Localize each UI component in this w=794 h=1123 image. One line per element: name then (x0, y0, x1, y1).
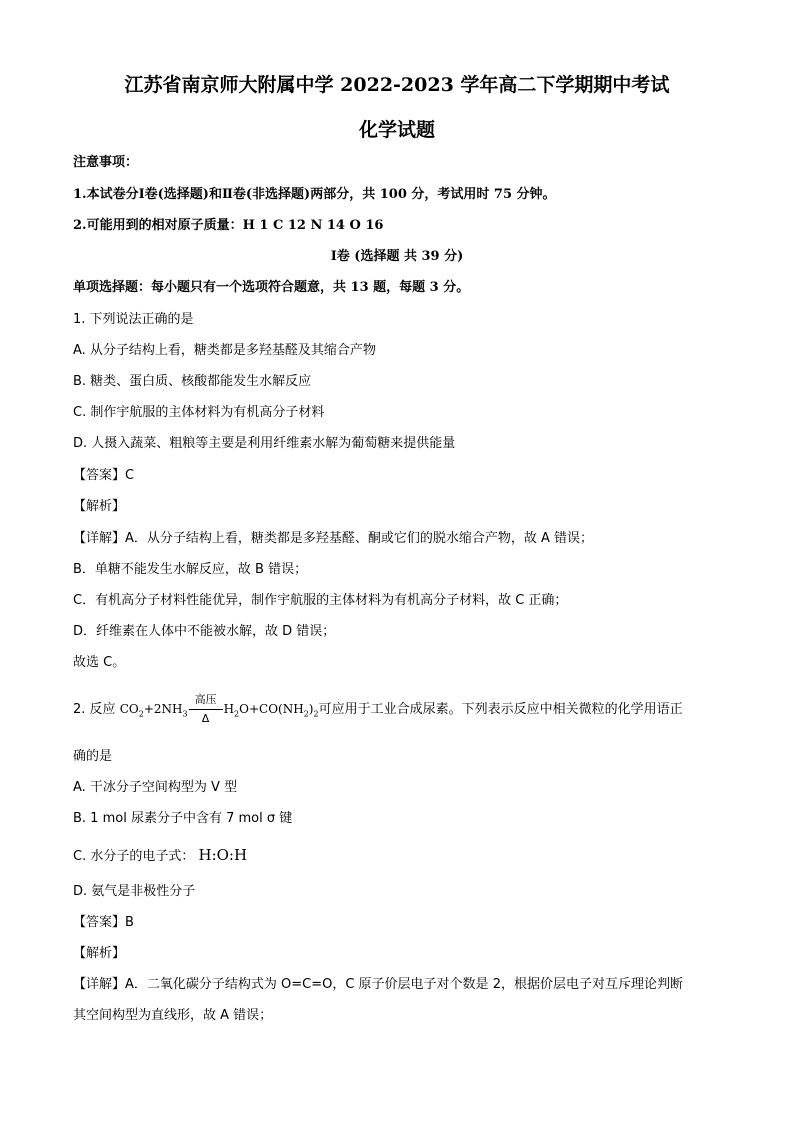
section-title: Ⅰ卷 (选择题 共 39 分) (330, 249, 464, 264)
q1-option-b: B. 糖类、蛋白质、核酸都能发生水解反应 (73, 374, 312, 389)
q1-option-d: D. 人摄入蔬菜、粗粮等主要是利用纤维素水解为葡萄糖来提供能量 (73, 436, 456, 451)
q2-option-a: A. 干冰分子空间构型为 V 型 (73, 780, 238, 795)
q2-detail: 【详解】A．二氧化碳分子结构式为 O=C=O，C 原子价层电子对个数是 2，根据价层电子对互斥理论判断 (73, 977, 683, 992)
q1-option-a: A. 从分子结构上看，糖类都是多羟基醛及其缩合产物 (73, 343, 376, 358)
q1-conclusion: 故选 C。 (73, 655, 126, 670)
q1-stem: 1. 下列说法正确的是 (73, 312, 194, 327)
q2-option-b: B. 1 mol 尿素分子中含有 7 mol σ 键 (73, 811, 293, 826)
exam-title: 江苏省南京师大附属中学 2022-2023 学年高二下学期期中考试 (124, 74, 670, 96)
q2-detail-continued: 其空间构型为直线形，故 A 错误； (73, 1008, 273, 1023)
reaction-products: $H_2O+CO(NH_2)_2$ (223, 702, 319, 719)
answer-value: C (125, 468, 135, 483)
q1-explain-d: D．纤维素在人体中不能被水解，故 D 错误； (73, 624, 336, 639)
q1-detail: 【详解】A．从分子结构上看，糖类都是多羟基醛、酮或它们的脱水缩合产物，故 A 错误； (73, 531, 594, 546)
reaction-condition-top: 高压 (194, 692, 217, 706)
reaction-condition-bottom: Δ (201, 711, 210, 725)
q2-option-c-label: C. 水分子的电子式： (73, 849, 195, 864)
notes-heading: 注意事项： (73, 155, 139, 170)
q2-answer (73, 911, 134, 930)
electron-formula: H:O:H (198, 846, 248, 864)
notes-item-1: 1.本试卷分Ⅰ卷(选择题)和Ⅱ卷(非选择题)两部分，共 100 分，考试用时 75 分钟。 (73, 187, 556, 202)
section-instruction: 单项选择题：每小题只有一个选项符合题意，共 13 题，每题 3 分。 (73, 280, 470, 295)
q2-analysis-label: 【解析】 (73, 946, 126, 961)
q1-answer (73, 464, 134, 483)
answer-label: 【答案】 (73, 468, 126, 483)
q2-option-c (73, 845, 247, 864)
answer-value: B (125, 915, 134, 930)
answer-label: 【答案】 (73, 915, 126, 930)
q2-option-d: D. 氨气是非极性分子 (73, 884, 196, 899)
q2-number: 2. 反应 (73, 702, 116, 717)
q2-stem-continued: 确的是 (73, 749, 113, 764)
q2-stem-rest: 可应用于工业合成尿素。下列表示反应中相关微粒的化学用语正 (318, 702, 683, 717)
reaction-arrow (189, 692, 223, 725)
q1-option-c: C. 制作宇航服的主体材料为有机高分子材料 (73, 405, 325, 420)
reaction-reactants: $CO_2+2NH_3$ (119, 702, 188, 719)
notes-item-2: 2.可能用到的相对原子质量：H 1 C 12 N 14 O 16 (73, 218, 384, 233)
q1-explain-c: C．有机高分子材料性能优异，制作宇航服的主体材料为有机高分子材料，故 C 正确； (73, 593, 568, 608)
q2-stem (73, 692, 683, 725)
q1-explain-b: B．单糖不能发生水解反应，故 B 错误； (73, 562, 308, 577)
q1-analysis-label: 【解析】 (73, 499, 126, 514)
exam-subtitle: 化学试题 (358, 119, 435, 141)
